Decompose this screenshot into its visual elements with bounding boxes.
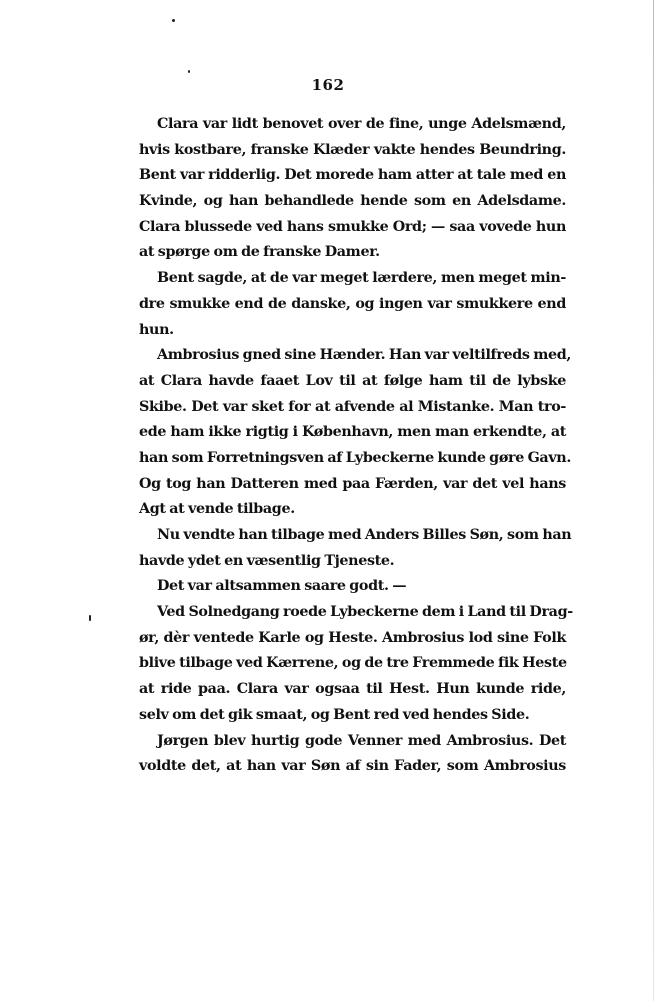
body-text <box>139 112 573 780</box>
text-line: Kvinde, og han behandlede hende som en Adelsdame. <box>139 193 566 210</box>
page-edge-line <box>653 0 654 1001</box>
text-line: voldte det, at han var Søn af sin Fader, som Ambrosius <box>139 758 566 775</box>
text-line: hvis kostbare, franske Klæder vakte hendes Beundring. <box>139 141 566 158</box>
text-line: hun. <box>139 321 174 338</box>
text-line: at ride paa. Clara var ogsaa til Hest. Hun kunde ride, <box>139 681 566 698</box>
text-line: Clara blussede ved hans smukke Ord; — saa vovede hun <box>139 218 566 235</box>
page-number: 162 <box>311 76 345 94</box>
text-line: han som Forretningsven af Lybeckerne kunde gøre Gavn. <box>139 449 571 466</box>
ink-speck <box>89 615 91 621</box>
text-line: Nu vendte han tilbage med Anders Billes Søn, som han <box>157 527 572 543</box>
text-line: Det var altsammen saare godt. — <box>157 578 407 595</box>
text-line: Skibe. Det var sket for at afvende al Mistanke. Man tro- <box>139 398 566 415</box>
text-line: at Clara havde faaet Lov til at følge ham til de lybske <box>139 372 566 389</box>
text-line: ør, dèr ventede Karle og Heste. Ambrosius lod sine Folk <box>139 629 566 646</box>
text-line: Clara var lidt benovet over de fine, unge Adelsmænd, <box>157 116 566 132</box>
text-line: Bent var ridderlig. Det morede ham atter at tale med en <box>139 167 566 184</box>
text-line: havde ydet en væsentlig Tjeneste. <box>139 552 395 569</box>
text-line: at spørge om de franske Damer. <box>139 244 380 261</box>
text-line: Agt at vende tilbage. <box>139 501 295 518</box>
text-line: Og tog han Datteren med paa Færden, var det vel hans <box>139 475 566 492</box>
ink-speck <box>188 70 190 73</box>
text-line: selv om det gik smaat, og Bent red ved hendes Side. <box>139 706 530 723</box>
ink-speck <box>172 19 175 22</box>
text-line: blive tilbage ved Kærrene, og de tre Fremmede fik Heste <box>139 655 567 672</box>
text-line: ede ham ikke rigtig i København, men man erkendte, at <box>139 424 566 441</box>
text-line: Ambrosius gned sine Hænder. Han var veltilfreds med, <box>157 347 572 364</box>
text-line: Jørgen blev hurtig gode Venner med Ambrosius. Det <box>157 732 566 749</box>
text-line: dre smukke end de danske, og ingen var smukkere end <box>139 295 566 312</box>
text-line: Ved Solnedgang roede Lybeckerne dem i Land til Drag- <box>157 604 573 621</box>
text-line: Bent sagde, at de var meget lærdere, men meget min- <box>157 270 566 287</box>
